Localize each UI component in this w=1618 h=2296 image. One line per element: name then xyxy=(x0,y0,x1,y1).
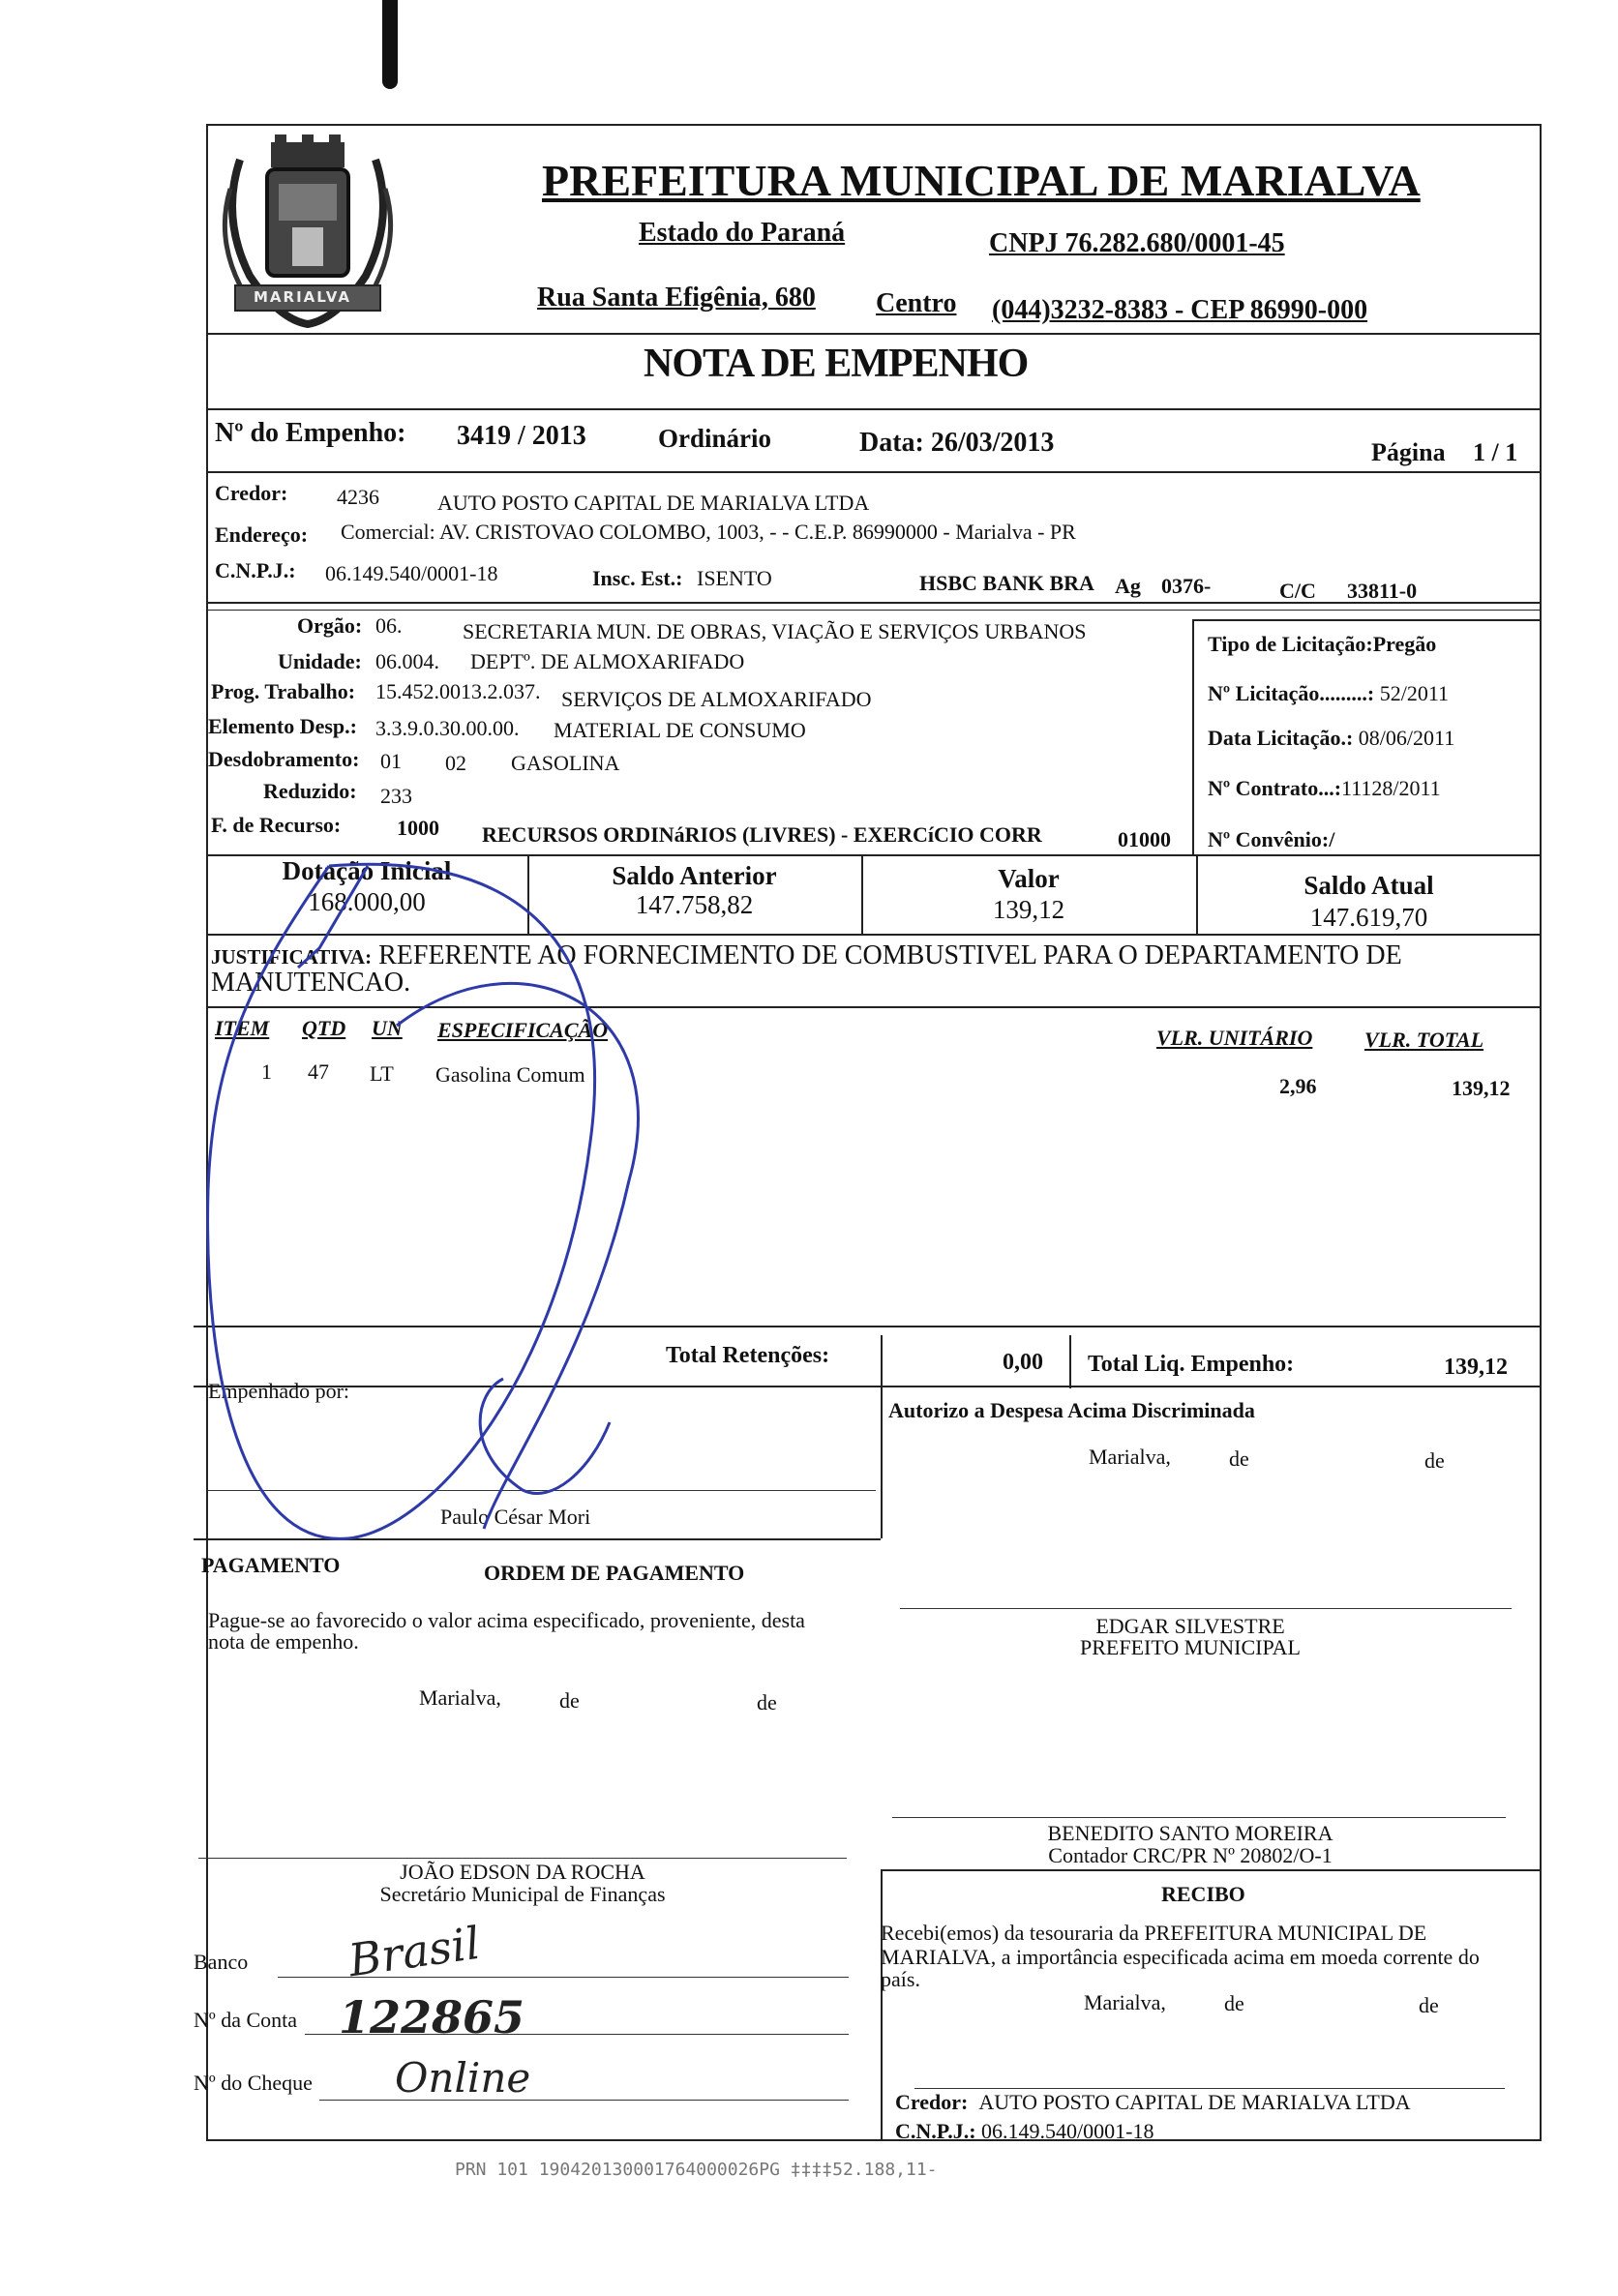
rule xyxy=(1069,1335,1071,1388)
row-total-value: 139,12 xyxy=(1452,1076,1511,1100)
state-name: Estado do Paraná xyxy=(639,218,846,248)
ordem-pagamento-label: ORDEM DE PAGAMENTO xyxy=(484,1561,745,1585)
recurso-label: F. de Recurso: xyxy=(211,813,342,837)
cheque-label: Nº do Cheque xyxy=(194,2071,313,2095)
recibo-credor-name: AUTO POSTO CAPITAL DE MARIALVA LTDA xyxy=(978,2090,1411,2114)
rule xyxy=(1192,619,1194,854)
prog-name: SERVIÇOS DE ALMOXARIFADO xyxy=(561,687,872,711)
pagamento-text-1: Pague-se ao favorecido o valor acima especificado, proveniente, desta xyxy=(208,1608,805,1632)
empenhado-name: Paulo César Mori xyxy=(440,1505,591,1529)
desdobramento-label: Desdobramento: xyxy=(208,747,360,771)
secretario-title: Secretário Municipal de Finanças xyxy=(379,1882,666,1906)
dotacao-label: Dotação Inicial xyxy=(282,856,452,885)
elemento-code: 3.3.9.0.30.00.00. xyxy=(375,716,520,740)
empenho-type: Ordinário xyxy=(658,424,772,453)
credor-name: AUTO POSTO CAPITAL DE MARIALVA LTDA xyxy=(437,491,870,515)
desdobramento-code-2: 02 xyxy=(445,751,466,775)
prog-label: Prog. Trabalho: xyxy=(211,679,356,703)
banco-label: Banco xyxy=(194,1950,249,1974)
empenho-number: 3419 / 2013 xyxy=(457,421,586,451)
licitacao-number: 52/2011 xyxy=(1379,681,1450,705)
reduzido-value: 233 xyxy=(380,784,412,808)
recibo-de-1: de xyxy=(1224,1991,1244,2015)
recurso-code-2: 01000 xyxy=(1118,827,1171,851)
empenho-date: Data: 26/03/2013 xyxy=(859,428,1055,458)
rule xyxy=(194,1538,881,1540)
prefeito-title: PREFEITO MUNICIPAL xyxy=(1080,1635,1301,1659)
phone-cep: (044)3232-8383 - CEP 86990-000 xyxy=(992,295,1368,325)
municipality-cnpj: CNPJ 76.282.680/0001-45 xyxy=(989,228,1285,258)
insc-value: ISENTO xyxy=(697,566,772,590)
items-header-unit: VLR. UNITÁRIO xyxy=(1156,1026,1313,1050)
page-value: 1 / 1 xyxy=(1473,438,1518,466)
contrato-row xyxy=(1208,776,1441,801)
recibo-cnpj-row xyxy=(895,2119,1154,2144)
autorizo-de-1: de xyxy=(1229,1446,1249,1471)
recibo-text-1: Recebi(emos) da tesouraria da PREFEITURA MUNICIPAL DE xyxy=(881,1921,1427,1945)
rule xyxy=(1192,619,1542,621)
municipal-crest-icon xyxy=(211,131,404,339)
bank-name: HSBC BANK BRA xyxy=(919,571,1094,595)
conta-handwriting: 122865 xyxy=(339,1991,525,2043)
recurso-code: 1000 xyxy=(397,816,439,840)
rule xyxy=(194,1386,1542,1387)
crest-banner-text: MARIALVA xyxy=(254,288,351,306)
convenio-label: Nº Convênio:/ xyxy=(1208,827,1335,851)
saldo-atual-label: Saldo Atual xyxy=(1303,871,1434,900)
empenho-label: Nº do Empenho: xyxy=(215,418,406,448)
recibo-text-3: país. xyxy=(881,1967,920,1991)
reduzido-label: Reduzido: xyxy=(263,779,357,803)
recibo-city: Marialva, xyxy=(1084,1990,1166,2014)
scan-mark xyxy=(382,0,398,89)
total-liquido-value: 139,12 xyxy=(1444,1355,1508,1380)
prefeito-name: EDGAR SILVESTRE xyxy=(1095,1614,1285,1638)
prog-code: 15.452.0013.2.037. xyxy=(375,679,541,703)
contador-title: Contador CRC/PR Nº 20802/O-1 xyxy=(1048,1843,1333,1867)
row-un: LT xyxy=(370,1061,394,1086)
document-title: NOTA DE EMPENHO xyxy=(644,342,1029,386)
signature-line xyxy=(892,1817,1506,1818)
elemento-label: Elemento Desp.: xyxy=(208,714,357,738)
rule xyxy=(206,333,1542,335)
pagamento-city: Marialva, xyxy=(419,1685,501,1710)
items-header-qtd: QTD xyxy=(302,1016,346,1040)
pagamento-label: PAGAMENTO xyxy=(201,1553,341,1577)
dotacao-value: 168.000,00 xyxy=(308,887,426,916)
street-address: Rua Santa Efigênia, 680 xyxy=(537,283,816,313)
recibo-cnpj-label: C.N.P.J.: xyxy=(895,2119,976,2143)
total-retencoes-value: 0,00 xyxy=(1003,1350,1043,1375)
justificativa-text-1: REFERENTE AO FORNECIMENTO DE COMBUSTIVEL PARA O DEPARTAMENTO DE xyxy=(378,940,1402,970)
rule xyxy=(194,1326,1542,1327)
rule xyxy=(881,1386,883,1538)
row-qtd: 47 xyxy=(308,1059,329,1084)
signature-line xyxy=(208,1490,876,1491)
signature-line xyxy=(198,1858,847,1859)
unidade-code: 06.004. xyxy=(375,649,439,673)
items-header-espec: ESPECIFICAÇÃO xyxy=(437,1018,609,1042)
licitacao-date-label: Data Licitação.: xyxy=(1208,726,1354,750)
signature-line xyxy=(914,2088,1505,2089)
licitacao-number-label xyxy=(1208,681,1449,706)
municipality-title: PREFEITURA MUNICIPAL DE MARIALVA xyxy=(542,156,1421,205)
recibo-cnpj: 06.149.540/0001-18 xyxy=(981,2119,1154,2143)
items-header-un: UN xyxy=(372,1016,403,1040)
saldo-anterior-value: 147.758,82 xyxy=(635,890,754,919)
credor-code: 4236 xyxy=(337,485,379,509)
district: Centro xyxy=(876,288,957,318)
saldo-atual-value: 147.619,70 xyxy=(1309,903,1428,932)
licitacao-number-label-text: Nº Licitação.........: xyxy=(1208,681,1375,705)
items-header-total: VLR. TOTAL xyxy=(1364,1028,1484,1052)
licitacao-date: 08/06/2011 xyxy=(1358,726,1455,750)
contrato-number: 11128/2011 xyxy=(1341,776,1441,800)
orgao-code: 06. xyxy=(375,613,403,638)
rule xyxy=(206,1006,1542,1008)
elemento-name: MATERIAL DE CONSUMO xyxy=(554,718,806,742)
credor-address: Comercial: AV. CRISTOVAO COLOMBO, 1003, - - C.E.P. 86990000 - Marialva - PR xyxy=(341,520,1076,544)
page-label: Página xyxy=(1371,438,1446,466)
banco-handwriting: Brasil xyxy=(345,1916,484,1987)
agency-label: Ag xyxy=(1115,574,1141,598)
orgao-name: SECRETARIA MUN. DE OBRAS, VIAÇÃO E SERVIÇOS URBANOS xyxy=(463,619,1087,643)
rule xyxy=(881,1869,883,2141)
licitacao-type: Tipo de Licitação:Pregão xyxy=(1208,632,1437,656)
total-retencoes-label: Total Retenções: xyxy=(666,1343,830,1368)
rule xyxy=(206,602,1542,604)
row-unit-value: 2,96 xyxy=(1279,1074,1317,1098)
pagamento-de-2: de xyxy=(757,1690,777,1715)
rule xyxy=(206,471,1542,473)
autorizo-de-2: de xyxy=(1424,1448,1445,1473)
saldo-anterior-label: Saldo Anterior xyxy=(612,861,777,890)
autorizo-city: Marialva, xyxy=(1089,1445,1171,1469)
pagamento-de-1: de xyxy=(559,1688,580,1713)
conta-label: Nº da Conta xyxy=(194,2008,298,2032)
desdobramento-name: GASOLINA xyxy=(511,751,620,775)
recibo-label: RECIBO xyxy=(1161,1882,1245,1906)
row-item: 1 xyxy=(261,1059,272,1084)
items-header-item: ITEM xyxy=(215,1016,270,1040)
desdobramento-code-1: 01 xyxy=(380,749,402,773)
autorizo-label: Autorizo a Despesa Acima Discriminada xyxy=(888,1398,1255,1422)
credor-cnpj-label: C.N.P.J.: xyxy=(215,558,296,582)
secretario-name: JOÃO EDSON DA ROCHA xyxy=(400,1860,645,1884)
unidade-name: DEPTº. DE ALMOXARIFADO xyxy=(470,649,745,673)
justificativa-label: JUSTIFICATIVA: xyxy=(211,945,373,969)
cheque-handwriting: Online xyxy=(395,2054,531,2102)
recibo-text-2: MARIALVA, a importância especificada acima em moeda corrente do xyxy=(881,1945,1480,1969)
rule xyxy=(206,934,1542,936)
rule xyxy=(881,1335,883,1388)
recurso-name: RECURSOS ORDINáRIOS (LIVRES) - EXERCíCIO CORR xyxy=(482,822,1042,847)
footer-code: PRN 101 190420130001764000026PG ‡‡‡‡52.188,11- xyxy=(455,2160,938,2180)
credor-label: Credor: xyxy=(215,481,288,505)
total-liquido-label: Total Liq. Empenho: xyxy=(1088,1352,1295,1377)
row-espec: Gasolina Comum xyxy=(435,1062,585,1087)
justificativa-text-2: MANUTENCAO. xyxy=(211,968,411,998)
empenhado-label: Empenhado por: xyxy=(208,1379,350,1403)
rule xyxy=(206,408,1542,410)
unidade-label: Unidade: xyxy=(278,649,362,673)
signature-line xyxy=(900,1608,1512,1609)
recibo-de-2: de xyxy=(1419,1993,1439,2017)
agency-value: 0376- xyxy=(1161,574,1212,598)
contrato-label: Nº Contrato...: xyxy=(1208,776,1342,800)
account-value: 33811-0 xyxy=(1347,579,1418,603)
account-label: C/C xyxy=(1279,579,1316,603)
credor-cnpj: 06.149.540/0001-18 xyxy=(325,561,498,585)
valor-value: 139,12 xyxy=(992,895,1065,924)
contador-name: BENEDITO SANTO MOREIRA xyxy=(1047,1821,1333,1845)
insc-label: Insc. Est.: xyxy=(592,566,683,590)
valor-label: Valor xyxy=(998,864,1060,893)
rule xyxy=(881,1869,1542,1871)
recibo-credor-row xyxy=(895,2090,1411,2115)
recibo-credor-label: Credor: xyxy=(895,2090,969,2114)
pagamento-text-2: nota de empenho. xyxy=(208,1629,359,1654)
orgao-label: Orgão: xyxy=(297,613,363,638)
address-label: Endereço: xyxy=(215,522,309,547)
rule xyxy=(206,610,1542,611)
licitacao-date-row xyxy=(1208,726,1454,751)
